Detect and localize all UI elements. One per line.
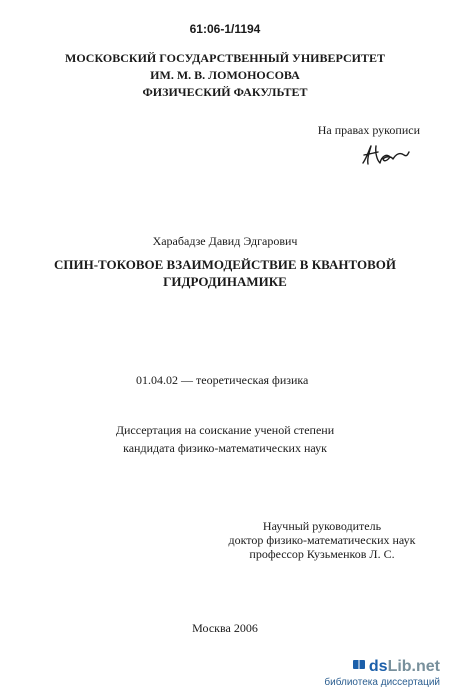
dissertation-title-line2: ГИДРОДИНАМИКЕ (163, 274, 287, 289)
watermark (324, 657, 440, 688)
university-name: МОСКОВСКИЙ ГОСУДАРСТВЕННЫЙ УНИВЕРСИТЕТ (65, 51, 385, 65)
place-and-year: Москва 2006 (192, 621, 258, 635)
specialty-code: 01.04.02 — теоретическая физика (136, 373, 309, 387)
dissertation-title: СПИН-ТОКОВОЕ ВЗАИМОДЕЙСТВИЕ В КВАНТОВОЙ (53, 257, 397, 272)
handwritten-signature (360, 142, 410, 168)
scientific-advisor (222, 519, 422, 561)
book-icon (352, 657, 366, 671)
faculty-name: ФИЗИЧЕСКИЙ ФАКУЛЬТЕТ (142, 85, 308, 99)
advisor-name: профессор Кузьменков Л. С. (249, 547, 395, 561)
dslib-logo (352, 657, 440, 676)
advisor-role: Научный руководитель (262, 519, 382, 533)
manuscript-rights-note: На правах рукописи (317, 123, 420, 137)
logo-prefix: ds (368, 658, 388, 675)
logo-suffix: Lib.net (387, 658, 440, 675)
advisor-degree: доктор физико-математических наук (228, 533, 416, 547)
watermark-subtitle: библиотека диссертаций (324, 677, 440, 688)
university-name-line2: ИМ. М. В. ЛОМОНОСОВА (150, 68, 300, 82)
degree-statement: Диссертация на соискание ученой степени (115, 423, 335, 437)
author-name: Харабадзе Давид Эдгарович (152, 234, 298, 248)
catalog-code: 61:06-1/1194 (189, 22, 261, 36)
degree-statement-line2: кандидата физико-математических наук (123, 441, 327, 455)
